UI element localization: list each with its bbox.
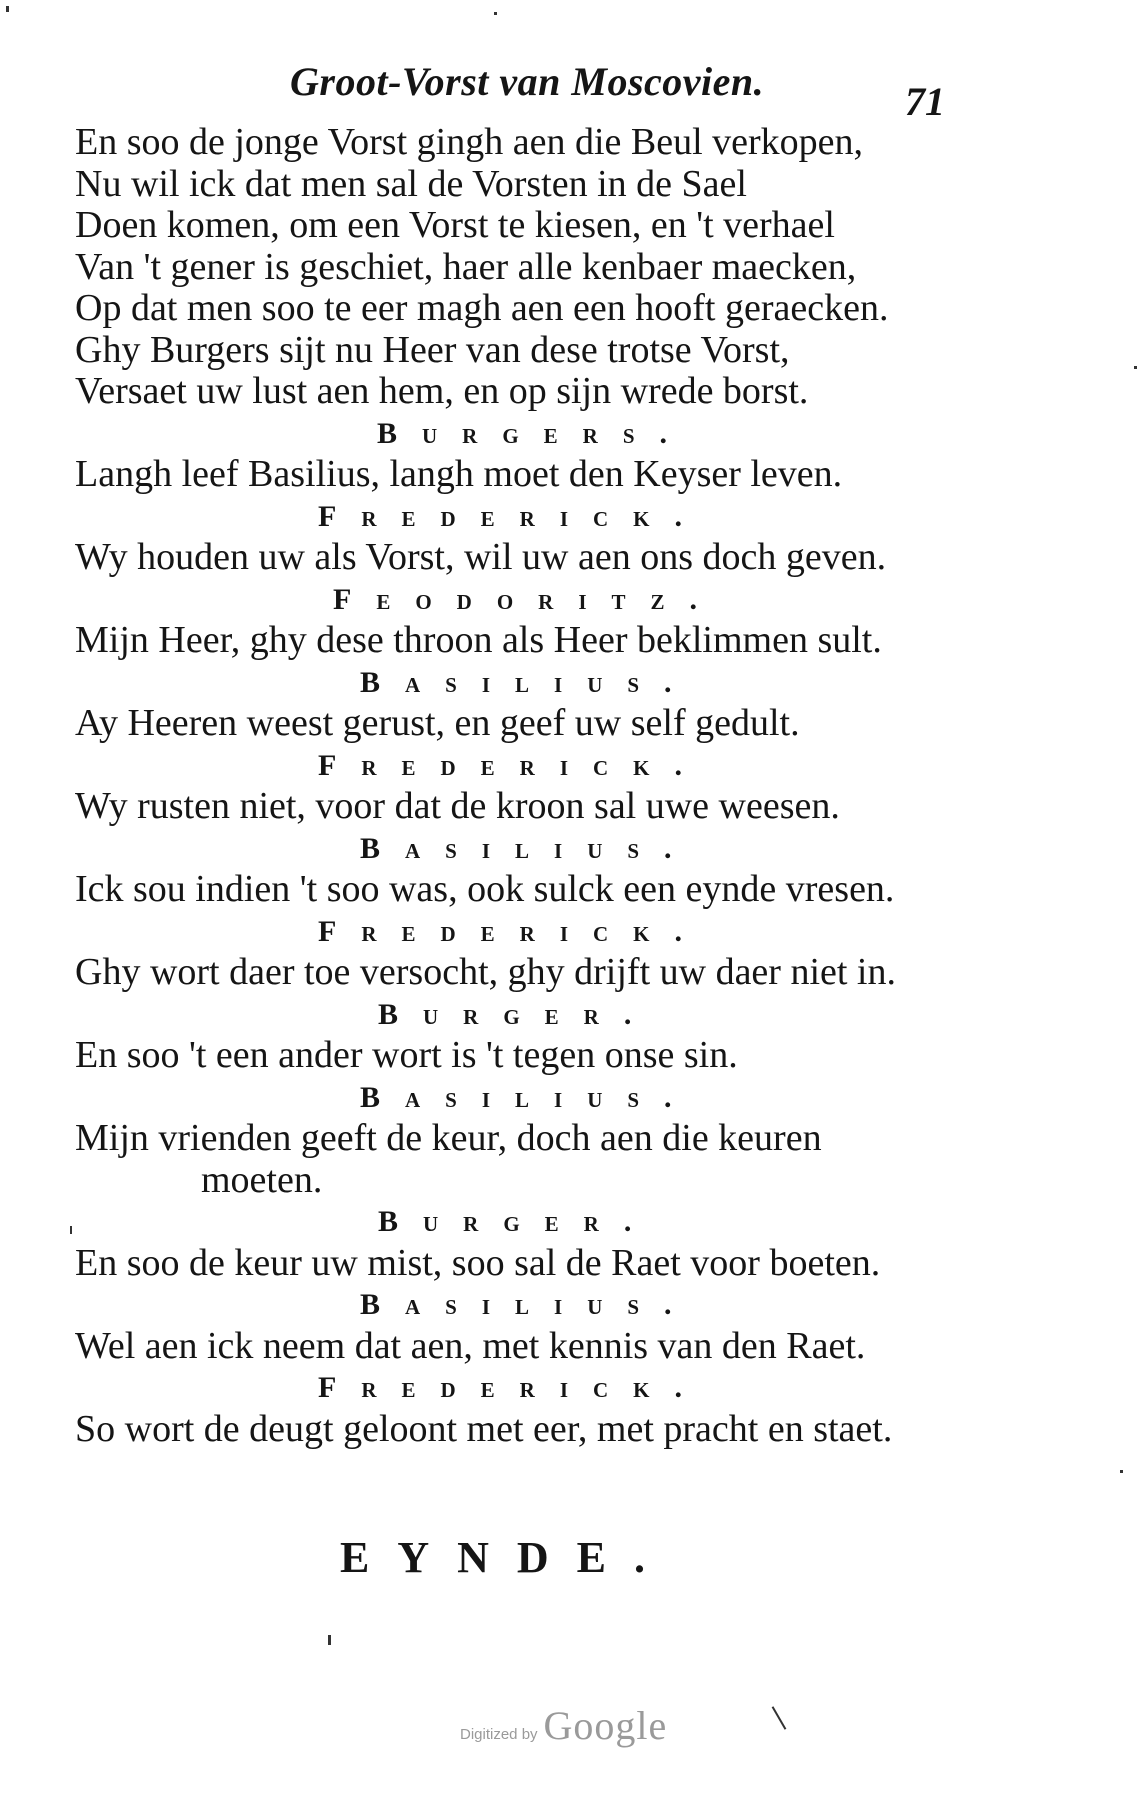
verse-line: Mijn Heer, ghy dese throon als Heer beklimmen sult. bbox=[75, 619, 882, 661]
verse-line: Doen komen, om een Vorst te kiesen, en 't verhael bbox=[75, 204, 835, 246]
verse-line: Langh leef Basilius, langh moet den Keyser leven. bbox=[75, 453, 843, 495]
scan-speck bbox=[70, 1226, 72, 1234]
verse-line: Van 't gener is geschiet, haer alle kenbaer maecken, bbox=[75, 245, 857, 288]
digitization-watermark bbox=[460, 1702, 667, 1749]
verse-line: Ghy wort daer toe versocht, ghy drijft uw daer niet in. bbox=[75, 951, 896, 993]
speaker-heading: Burger. bbox=[378, 1205, 657, 1238]
verse-line: Nu wil ick dat men sal de Vorsten in de Sael bbox=[75, 162, 747, 205]
speaker-heading: Feodoritz. bbox=[333, 582, 723, 616]
watermark-brand: Google bbox=[543, 1703, 668, 1748]
speaker-heading: Frederick. bbox=[318, 748, 708, 782]
verse-line: Ghy Burgers sijt nu Heer van dese trotse Vorst, bbox=[75, 328, 790, 371]
scan-speck bbox=[772, 1706, 787, 1730]
speaker-heading: Frederick. bbox=[318, 914, 708, 948]
verse-body bbox=[75, 122, 975, 1450]
verse-line: Wy houden uw als Vorst, wil uw aen ons doch geven. bbox=[75, 536, 887, 578]
verse-line: En soo 't een ander wort is 't tegen onse sin. bbox=[75, 1034, 738, 1076]
scan-speck bbox=[494, 12, 497, 15]
verse-line: Op dat men soo te eer magh aen een hooft geraecken. bbox=[75, 287, 889, 329]
speaker-heading: Basilius. bbox=[360, 1080, 697, 1114]
speaker-heading: Basilius. bbox=[360, 1288, 697, 1321]
closing-word: EYNDE. bbox=[340, 1533, 674, 1582]
speaker-heading: Burgers. bbox=[377, 416, 693, 450]
verse-line-continuation: moeten. bbox=[201, 1158, 323, 1201]
verse-line: Versaet uw lust aen hem, en op sijn wrede borst. bbox=[75, 370, 809, 412]
speaker-heading: Basilius. bbox=[360, 831, 697, 865]
scan-speck bbox=[6, 6, 9, 12]
speaker-heading: Basilius. bbox=[360, 665, 697, 699]
verse-line: Ick sou indien 't soo was, ook sulck een eynde vresen. bbox=[75, 868, 895, 910]
scan-speck bbox=[1134, 366, 1137, 369]
watermark-caption: Digitized by bbox=[460, 1726, 538, 1743]
verse-line: Mijn vrienden geeft de keur, doch aen die keuren bbox=[75, 1117, 822, 1159]
speaker-heading: Frederick. bbox=[318, 499, 708, 533]
verse-line: Wy rusten niet, voor dat de kroon sal uwe weesen. bbox=[75, 785, 840, 827]
running-head: Groot-Vorst van Moscovien. bbox=[290, 59, 765, 104]
page-number: 71 bbox=[905, 79, 945, 124]
verse-line: Wel aen ick neem dat aen, met kennis van den Raet. bbox=[75, 1324, 866, 1367]
speaker-heading: Frederick. bbox=[318, 1371, 708, 1404]
verse-line: En soo de keur uw mist, soo sal de Raet voor boeten. bbox=[75, 1241, 881, 1284]
scan-speck bbox=[1120, 1470, 1123, 1473]
verse-line: So wort de deugt geloont met eer, met pracht en staet. bbox=[75, 1407, 893, 1450]
scan-speck bbox=[328, 1635, 331, 1645]
verse-line: Ay Heeren weest gerust, en geef uw self gedult. bbox=[75, 702, 800, 744]
speaker-heading: Burger. bbox=[378, 997, 657, 1031]
verse-line: En soo de jonge Vorst gingh aen die Beul verkopen, bbox=[75, 121, 864, 163]
